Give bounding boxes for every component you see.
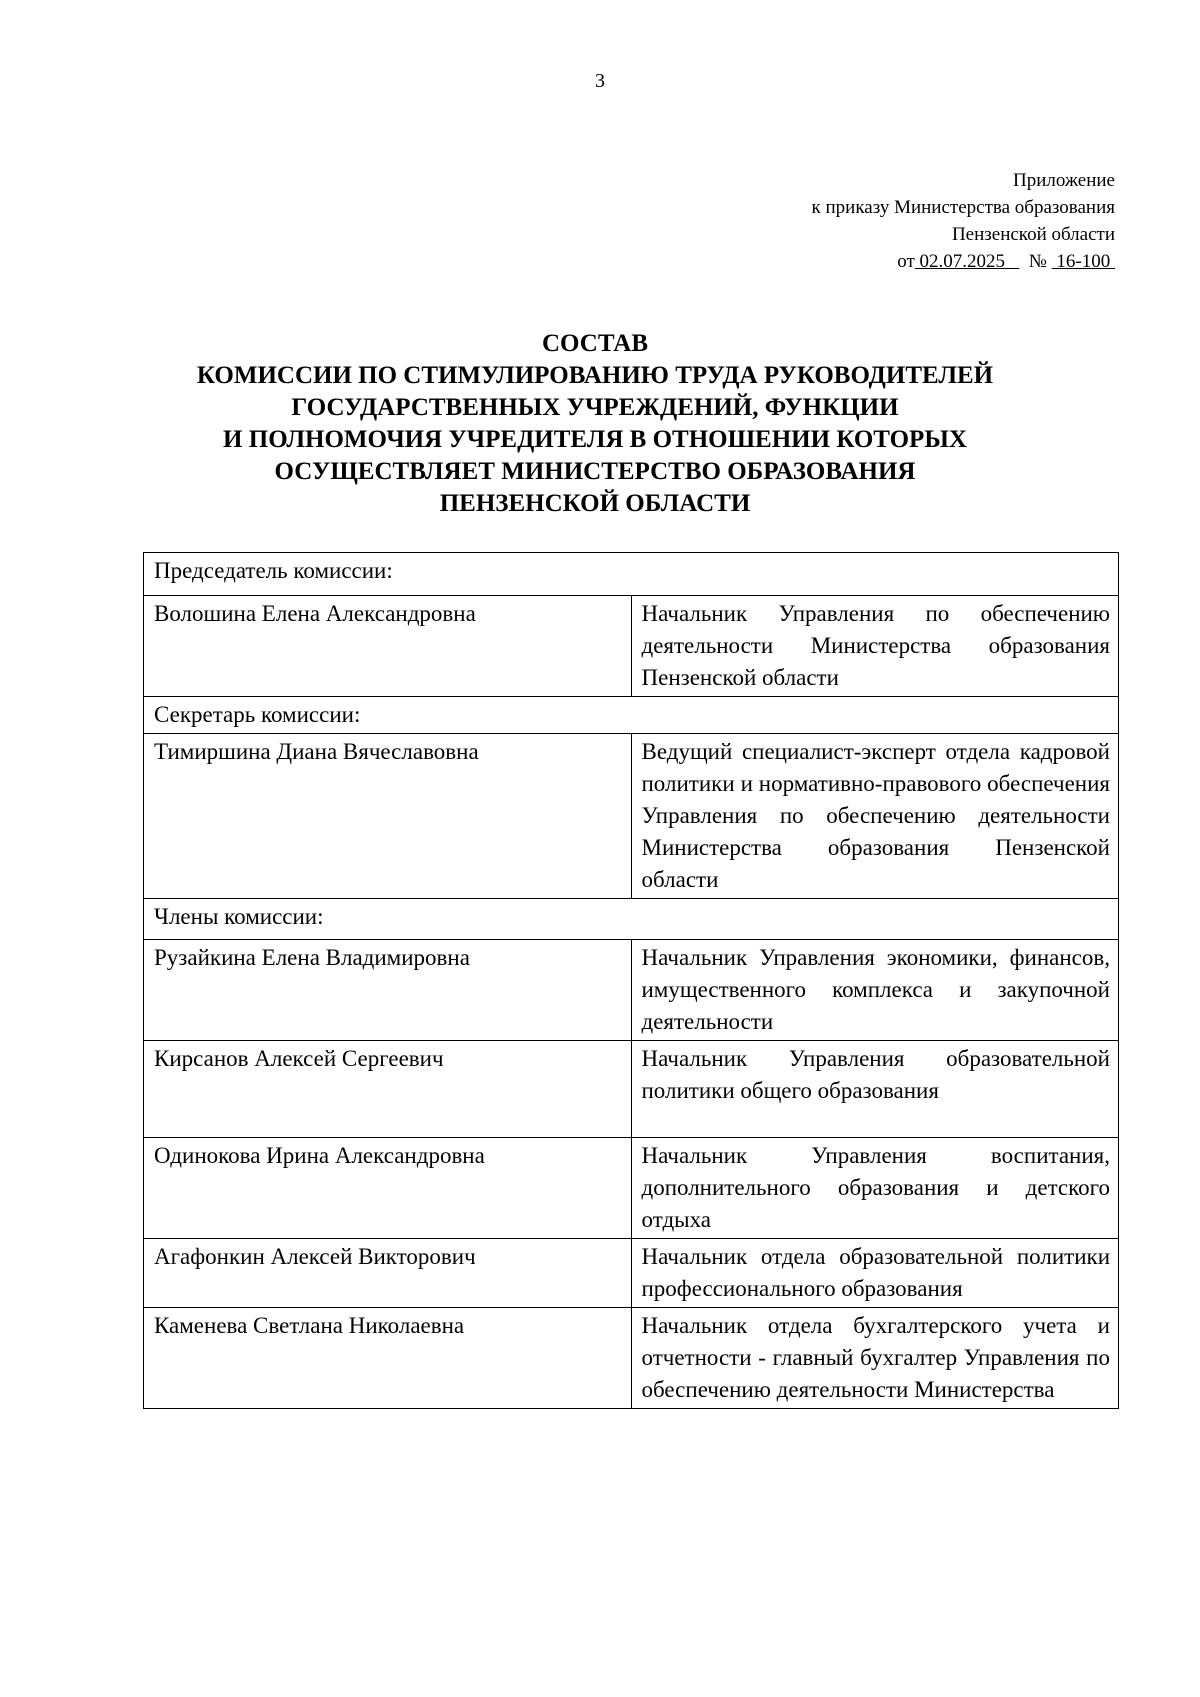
- chair-header: Председатель комиссии:: [144, 553, 1119, 596]
- commission-table: [143, 552, 1119, 1409]
- table-row: [144, 1041, 1119, 1138]
- table-row: [144, 940, 1119, 1041]
- table-row: [144, 1138, 1119, 1239]
- title-line: ОСУЩЕСТВЛЯЕТ МИНИСТЕРСТВО ОБРАЗОВАНИЯ: [274, 458, 916, 485]
- title-line: ГОСУДАРСТВЕННЫХ УЧРЕЖДЕНИЙ, ФУНКЦИИ: [291, 394, 899, 421]
- page-number: 3: [595, 70, 605, 92]
- table-row: [144, 1239, 1119, 1308]
- appendix-block: [812, 167, 1115, 275]
- member-name: Тимиршина Диана Вячеславовна: [144, 734, 632, 899]
- member-name: Агафонкин Алексей Викторович: [144, 1239, 632, 1308]
- appendix-region: Пензенской области: [951, 224, 1115, 245]
- title-line: СОСТАВ: [541, 330, 649, 357]
- table-row: [144, 734, 1119, 899]
- number-sign: №: [1028, 251, 1047, 272]
- member-post: Начальник отдела бухгалтерского учета и отчетности - главный бухгалтер Управления по обеспечению деятельности Министерства: [631, 1308, 1119, 1409]
- table-row: [144, 596, 1119, 697]
- member-name: Волошина Елена Александровна: [144, 596, 632, 697]
- order-date: 02.07.2025: [919, 251, 1006, 272]
- section-row-secretary: [144, 697, 1119, 734]
- member-name: Одинокова Ирина Александровна: [144, 1138, 632, 1239]
- appendix-title: Приложение: [1013, 170, 1115, 191]
- member-name: Рузайкина Елена Владимировна: [144, 940, 632, 1041]
- member-name: Кирсанов Алексей Сергеевич: [144, 1041, 632, 1138]
- appendix-order-ref: к приказу Министерства образования: [811, 197, 1115, 218]
- member-name: Каменева Светлана Николаевна: [144, 1308, 632, 1409]
- members-header: Члены комиссии:: [144, 899, 1119, 940]
- member-post: Начальник отдела образовательной политики профессионального образования: [631, 1239, 1119, 1308]
- title-line: КОМИССИИ ПО СТИМУЛИРОВАНИЮ ТРУДА РУКОВОДИТЕЛЕЙ: [196, 362, 994, 389]
- member-post: Начальник Управления образовательной политики общего образования: [631, 1041, 1119, 1138]
- section-row-members: [144, 899, 1119, 940]
- title-line: И ПОЛНОМОЧИЯ УЧРЕДИТЕЛЯ В ОТНОШЕНИИ КОТОРЫХ: [223, 426, 967, 453]
- appendix-date-line: [812, 248, 1115, 275]
- member-post: Начальник Управления экономики, финансов, имущественного комплекса и закупочной деятельности: [631, 940, 1119, 1041]
- member-post: Начальник Управления по обеспечению деятельности Министерства образования Пензенской области: [631, 596, 1119, 697]
- title-line: ПЕНЗЕНСКОЙ ОБЛАСТИ: [439, 490, 751, 517]
- document-title: [60, 328, 1130, 520]
- date-prefix: от: [897, 251, 915, 272]
- section-row-chair: [144, 553, 1119, 596]
- table-row: [144, 1308, 1119, 1409]
- member-post: Ведущий специалист-эксперт отдела кадровой политики и нормативно-правового обеспечения Управления по обеспечению деятельности Министерства образования Пензенской области: [631, 734, 1119, 899]
- order-number: 16-100: [1056, 251, 1111, 272]
- secretary-header: Секретарь комиссии:: [144, 697, 1119, 734]
- member-post: Начальник Управления воспитания, дополнительного образования и детского отдыха: [631, 1138, 1119, 1239]
